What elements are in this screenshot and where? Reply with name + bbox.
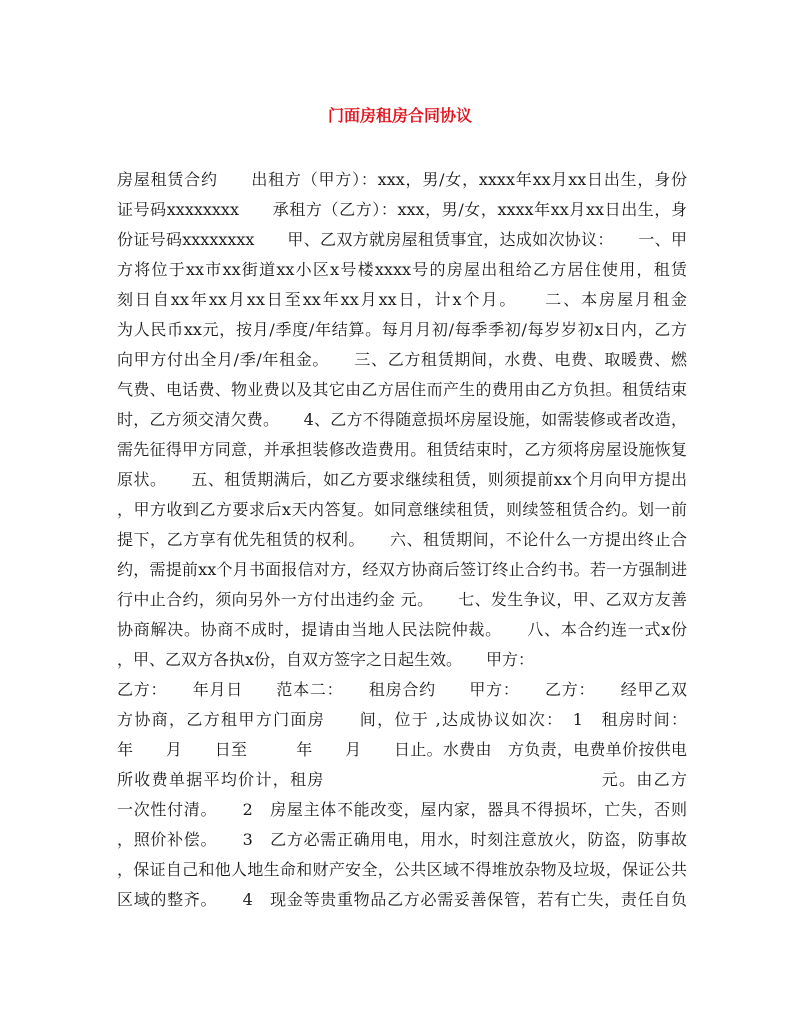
body-line: 乙方： 年月日 范本二： 租房合约 甲方： 乙方： 经甲乙双 xyxy=(117,680,687,699)
body-line: 气费、电话费、物业费以及其它由乙方居住而产生的费用由乙方负担。租赁结束 xyxy=(117,380,687,399)
document-body xyxy=(117,165,687,915)
body-line: 区域的整齐。 4 现金等贵重物品乙方必需妥善保管，若有亡失，责任自负 xyxy=(117,890,687,909)
document-title: 门面房租房合同协议 xyxy=(327,106,472,125)
body-line: 份证号码xxxxxxxx 甲、乙双方就房屋租赁事宜，达成如次协议： 一、甲 xyxy=(117,230,687,249)
body-line: 为人民币xx元，按月/季度/年结算。每月月初/每季季初/每岁岁初x日内，乙方 xyxy=(117,320,687,339)
body-line: 提下，乙方享有优先租赁的权利。 六、租赁期间，不论什么一方提出终止合 xyxy=(117,530,687,549)
body-line: 行中止合约，须向另外一方付出违约金 元。 七、发生争议，甲、乙双方友善 xyxy=(117,590,687,609)
body-line: 约，需提前xx个月书面报信对方，经双方协商后签订终止合约书。若一方强制进 xyxy=(117,560,687,579)
body-line: 刻日自xx年xx月xx日至xx年xx月xx日，计x个月。 二、本房屋月租金 xyxy=(117,290,687,309)
body-line: ，甲、乙双方各执x份，自双方签字之日起生效。 甲方： xyxy=(117,650,535,669)
body-line: 一次性付清。 2 房屋主体不能改变，屋内家，器具不得损坏，亡失，否则 xyxy=(117,800,687,819)
body-line: 方协商，乙方租甲方门面房 间，位于 ,达成协议如次： 1 租房时间： xyxy=(117,710,687,729)
body-line: 时，乙方须交清欠费。 4、乙方不得随意损坏房屋设施，如需装修或者改造， xyxy=(117,410,687,429)
body-line: 证号码xxxxxxxx 承租方（乙方）：xxx，男/女，xxxx年xx月xx日出生，身 xyxy=(117,200,687,219)
body-line: 所收费单据平均价计，租房 元。由乙方 xyxy=(117,770,687,789)
body-line: 向甲方付出全月/季/年租金。 三、乙方租赁期间，水费、电费、取暖费、燃 xyxy=(117,350,687,369)
body-line: ，甲方收到乙方要求后x天内答复。如同意继续租赁，则续签租赁合约。划一前 xyxy=(117,500,687,519)
body-line: 方将位于xx市xx街道xx小区x号楼xxxx号的房屋出租给乙方居住使用，租赁 xyxy=(117,260,687,279)
body-line: 房屋租赁合约 出租方（甲方）：xxx，男/女，xxxx年xx月xx日出生，身份 xyxy=(117,170,687,189)
body-line: ，保证自己和他人地生命和财产安全，公共区域不得堆放杂物及垃圾，保证公共 xyxy=(117,860,687,879)
body-line: 需先征得甲方同意，并承担装修改造费用。租赁结束时，乙方须将房屋设施恢复 xyxy=(117,440,687,459)
body-line: 协商解决。协商不成时，提请由当地人民法院仲裁。 八、本合约连一式x份 xyxy=(117,620,687,639)
body-line: ，照价补偿。 3 乙方必需正确用电，用水，时刻注意放火，防盗，防事故 xyxy=(117,830,687,849)
body-line: 年 月 日至 年 月 日止。水费由 方负责，电费单价按供电 xyxy=(117,740,687,759)
body-line: 原状。 五、租赁期满后，如乙方要求继续租赁，则须提前xx个月向甲方提出 xyxy=(117,470,687,489)
